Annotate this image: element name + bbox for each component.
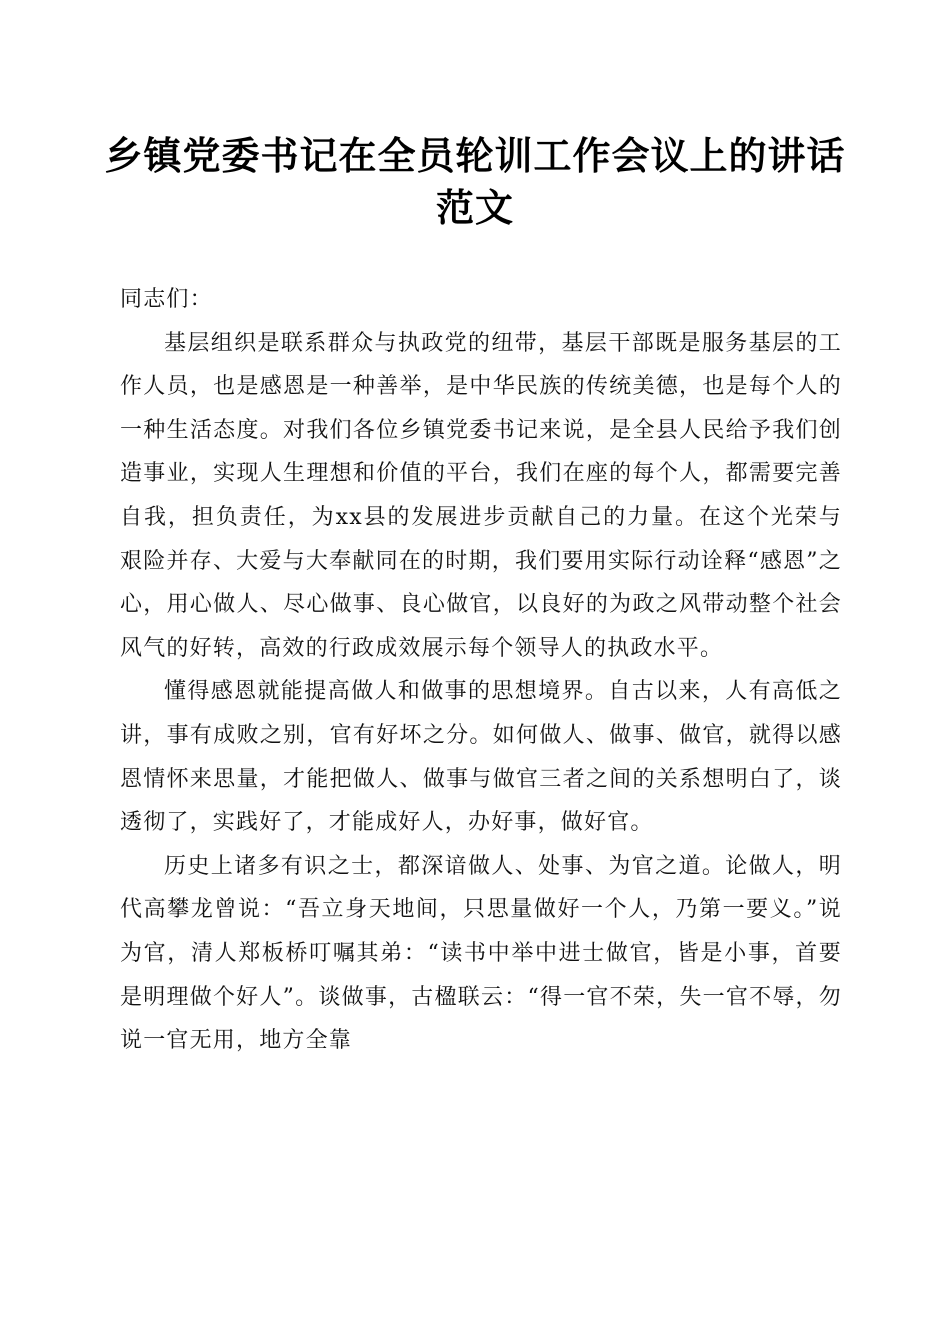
paragraph-1: 基层组织是联系群众与执政党的纽带，基层干部既是服务基层的工作人员，也是感恩是一种善举，是中华民族的传统美德，也是每个人的一种生活态度。对我们各位乡镇党委书记来说，是全县人民给予我们创造事业，实现人生理想和价值的平台，我们在座的每个人，都需要完善自我，担负责任，为xx县的发展进步贡献自己的力量。在这个光荣与艰险并存、大爱与大奉献同在的时期，我们要用实际行动诠释“感恩”之心，用心做人、尽心做事、良心做官，以良好的为政之风带动整个社会风气的好转，高效的行政成效展示每个领导人的执政水平。: [120, 330, 842, 661]
salutation: 同志们：: [120, 287, 213, 312]
document-body: [120, 278, 842, 1063]
paragraph-2: 懂得感恩就能提高做人和做事的思想境界。自古以来，人有高低之讲，事有成败之别，官有好坏之分。如何做人、做事、做官，就得以感恩情怀来思量，才能把做人、做事与做官三者之间的关系想明白了，谈透彻了，实践好了，才能成好人，办好事，做好官。: [120, 679, 842, 836]
document-title: 乡镇党委书记在全员轮训工作会议上的讲话范文: [104, 133, 846, 230]
paragraph-3: 历史上诸多有识之士，都深谙做人、处事、为官之道。论做人，明代高攀龙曾说：“吾立身天地间，只思量做好一个人，乃第一要义。”说为官，清人郑板桥叮嘱其弟：“读书中举中进士做官，皆是小事，首要是明理做个好人”。谈做事，古楹联云：“得一官不荣，失一官不辱，勿说一官无用，地方全靠: [120, 853, 842, 1054]
